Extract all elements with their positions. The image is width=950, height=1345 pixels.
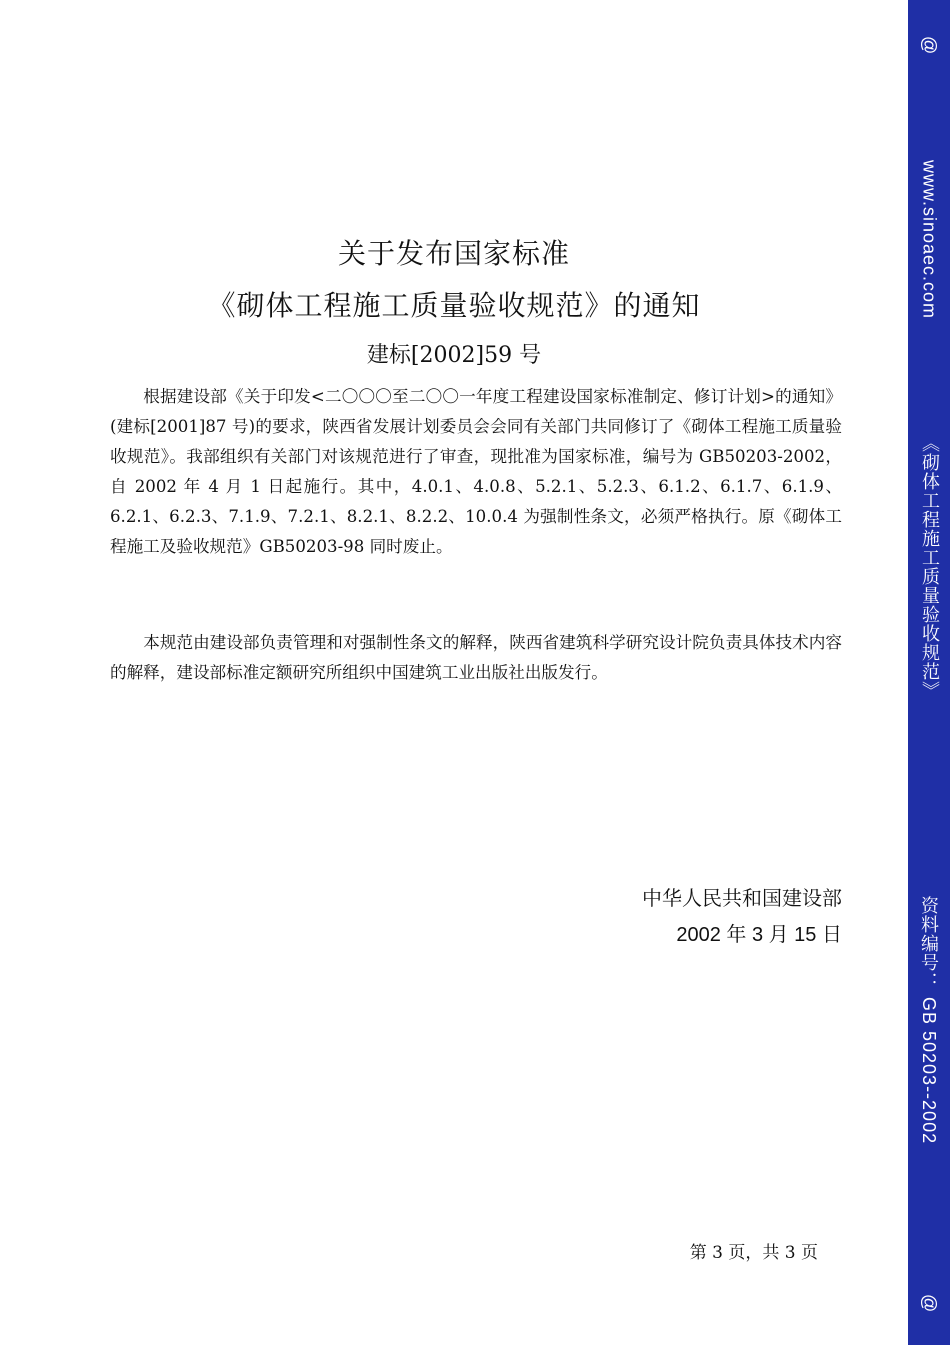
- document-number: 建标[2002]59 号: [366, 343, 542, 368]
- side-doc-code: 资料编号： GB 50203--2002: [919, 896, 939, 1145]
- at-sign-bottom: @: [919, 1294, 940, 1314]
- page-title-line-1: 关于发布国家标准: [337, 237, 570, 270]
- side-doc-title: 《砌体工程施工质量验收规范》: [919, 434, 940, 700]
- body-paragraph-1: 根据建设部《关于印发<二〇〇〇至二〇〇一年度工程建设国家标准制定、修订计划>的通知》(建标[2001]87 号)的要求，陕西省发展计划委员会会同有关部门共同修订了《砌体工程施工质量验收规范》。我部组织有关部门对该规范进行了审查，现批准为国家标准，编号为 GB50203-2002，自 2002 年 4 月 1 日起施行。其中，4.0.1、4.0.8、5.2.1、5.2.3、6.1.2、6.1.7、6.1.9、6.2.1、6.2.3、7.1.9、7.2.1、8.2.1、8.2.2、10.0.4 为强制性条文，必须严格执行。原《砌体工程施工及验收规范》GB50203-98 同时废止。: [110, 387, 842, 556]
- body-paragraph-2: 本规范由建设部负责管理和对强制性条文的解释，陕西省建筑科学研究设计院负责具体技术内容的解释，建设部标准定额研究所组织中国建筑工业出版社出版发行。: [110, 633, 842, 682]
- page-title-line-2: 《砌体工程施工质量验收规范》的通知: [207, 289, 701, 322]
- signature-date: 2002 年 3 月 15 日: [676, 924, 842, 946]
- page-number-footer: 第 3 页，共 3 页: [689, 1243, 818, 1263]
- side-band: [908, 0, 950, 1345]
- at-sign-top: @: [919, 36, 940, 56]
- website-link[interactable]: www.sinoaec.com: [919, 160, 940, 320]
- signature-issuer: 中华人民共和国建设部: [642, 886, 842, 910]
